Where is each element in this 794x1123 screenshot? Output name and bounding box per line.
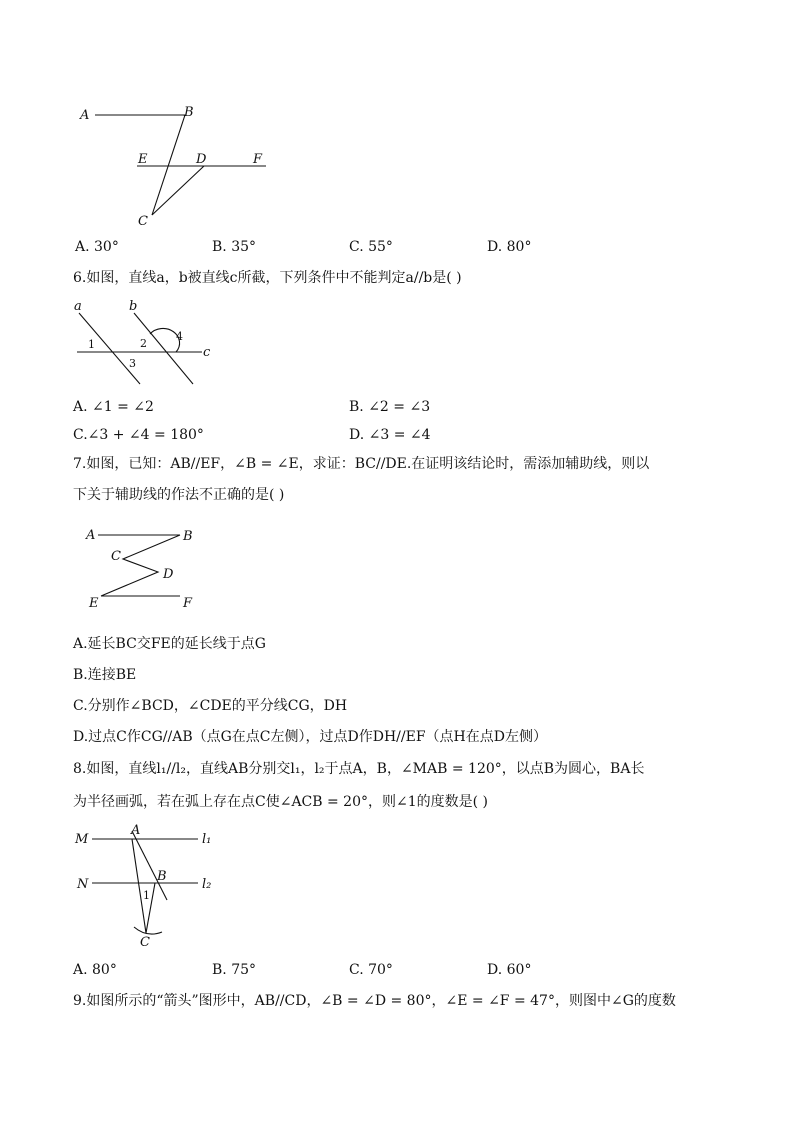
q7-label-d: D	[163, 567, 174, 582]
q8-label-a: A	[131, 823, 141, 838]
q7-label-f: F	[183, 596, 193, 611]
q8-label-l1: l₁	[202, 832, 212, 847]
q7-option-c[interactable]: C.分别作∠BCD，∠CDE的平分线CG，DH	[73, 698, 348, 714]
q5-label-d: D	[196, 152, 207, 167]
q8-arc	[134, 927, 162, 934]
q6-label-c: c	[203, 345, 211, 360]
q7-stem-line2: 下关于辅助线的作法不正确的是( )	[73, 487, 285, 503]
q8-stem-line1: 8.如图，直线l₁//l₂，直线AB分别交l₁，l₂于点A，B，∠MAB = 120°，以点B为圆心，BA长	[73, 761, 645, 777]
q6-label-2: 2	[140, 337, 147, 350]
q5-label-e: E	[138, 152, 148, 167]
q7-label-b: B	[183, 529, 193, 544]
q8-option-c[interactable]: C. 70°	[349, 962, 393, 978]
q6-option-d[interactable]: D. ∠3 = ∠4	[349, 427, 431, 443]
q5-label-b: B	[184, 105, 194, 120]
q6-label-3: 3	[129, 357, 136, 370]
q8-label-b: B	[157, 869, 167, 884]
q7-option-a[interactable]: A.延长BC交FE的延长线于点G	[73, 636, 266, 652]
q5-option-d[interactable]: D. 80°	[487, 239, 532, 255]
q8-stem-line2: 为半径画弧，若在弧上存在点C使∠ACB = 20°，则∠1的度数是( )	[73, 794, 489, 810]
q5-label-f: F	[253, 152, 263, 167]
q7-label-a: A	[86, 528, 96, 543]
q5-label-a: A	[80, 108, 90, 123]
q6-option-a[interactable]: A. ∠1 = ∠2	[73, 399, 154, 415]
q8-line-ac	[132, 839, 146, 933]
q6-label-b: b	[129, 299, 138, 314]
q5-option-b[interactable]: B. 35°	[212, 239, 257, 255]
q8-option-d[interactable]: D. 60°	[487, 962, 532, 978]
q6-stem: 6.如图，直线a，b被直线c所截，下列条件中不能判定a//b是( )	[73, 270, 462, 286]
q6-label-4: 4	[176, 330, 183, 343]
q7-stem-line1: 7.如图，已知：AB//EF，∠B = ∠E，求证：BC//DE.在证明该结论时，需添加辅助线，则以	[73, 456, 650, 472]
q8-label-c: C	[140, 935, 150, 950]
q9-stem: 9.如图所示的“箭头”图形中，AB//CD，∠B = ∠D = 80°，∠E = ∠F = 47°，则图中∠G的度数	[73, 993, 676, 1009]
q8-option-b[interactable]: B. 75°	[212, 962, 257, 978]
q8-label-n: N	[77, 877, 89, 892]
q8-option-a[interactable]: A. 80°	[73, 962, 117, 978]
q6-option-b[interactable]: B. ∠2 = ∠3	[349, 399, 431, 415]
q5-option-c[interactable]: C. 55°	[349, 239, 393, 255]
q5-label-c: C	[138, 214, 148, 229]
q7-option-d[interactable]: D.过点C作CG//AB（点G在点C左侧），过点D作DH//EF（点H在点D左侧）	[73, 729, 547, 745]
q7-label-e: E	[89, 596, 99, 611]
q6-option-c[interactable]: C.∠3 + ∠4 = 180°	[73, 427, 204, 443]
q7-option-b[interactable]: B.连接BE	[73, 667, 137, 683]
q7-label-c: C	[111, 549, 121, 564]
q8-label-m: M	[75, 832, 89, 847]
q8-label-1: 1	[143, 889, 150, 902]
q8-label-l2: l₂	[202, 877, 212, 892]
q5-option-a[interactable]: A. 30°	[75, 239, 119, 255]
q6-label-1: 1	[88, 338, 95, 351]
q6-label-a: a	[74, 299, 82, 314]
